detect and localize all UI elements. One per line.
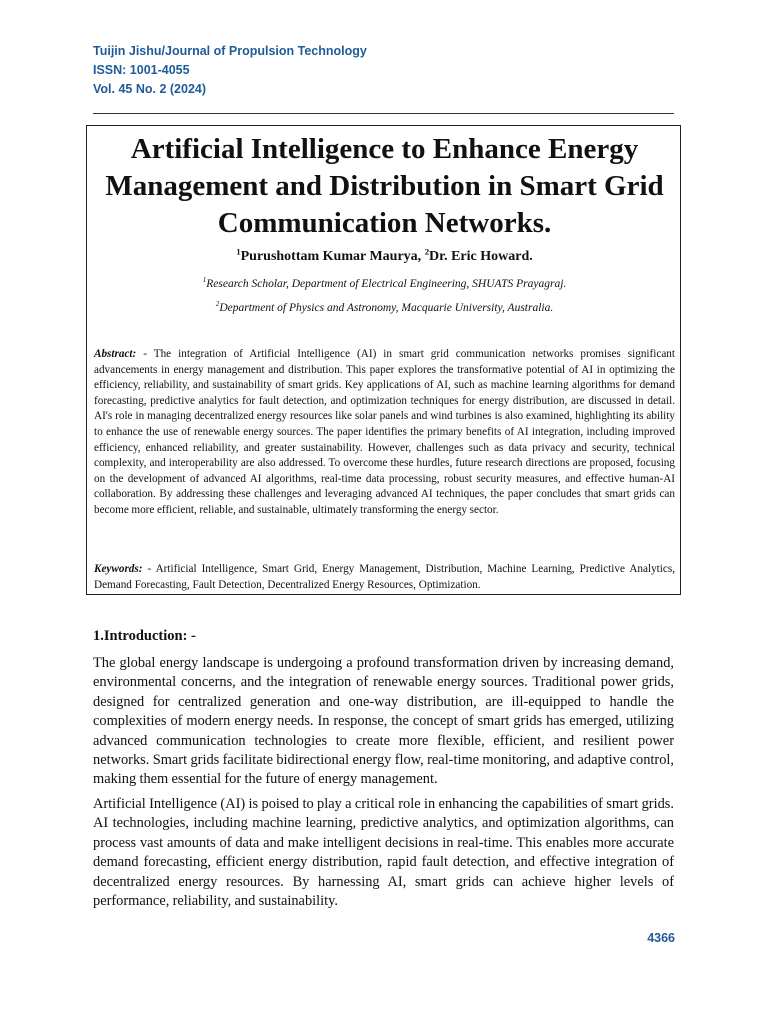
affiliation-1-text: Research Scholar, Department of Electrical Engineering, SHUATS Prayagraj. [206, 278, 567, 290]
header-divider [93, 113, 674, 114]
title-abstract-box [86, 125, 681, 595]
journal-issn: ISSN: 1001-4055 [93, 63, 190, 77]
affiliation-2 [87, 301, 682, 315]
author-2-superscript: 2 [424, 246, 430, 257]
body-paragraph-2: Artificial Intelligence (AI) is poised to play a critical role in enhancing the capabilities of smart grids. AI technologies, including machine learning, predictive analytics, and optimization algorithms, can process vast amounts of data and make intelligent decisions in real-time. This enables more accurate demand forecasting, efficient energy distribution, rapid fault detection, and effective integration of decentralized energy resources. By harnessing AI, smart grids can achieve higher levels of performance, reliability, and sustainability. [93, 796, 674, 910]
body-paragraph-1: The global energy landscape is undergoing a profound transformation driven by increasing demand, environmental concerns, and the integration of renewable energy sources. Traditional power grids, designed for centralized generation and one-way distribution, are ill-equipped to handle the complexities of modern energy needs. In response, the concept of smart grids has emerged, utilizing advanced communication technologies to create more flexible, efficient, and resilient power networks. Smart grids facilitate bidirectional energy flow, real-time monitoring, and adaptive control, making them essential for the future of energy management. [93, 655, 674, 788]
author-1-name: Purushottam Kumar Maurya, [240, 249, 422, 264]
author-1-superscript: 1 [236, 246, 241, 257]
author-list [87, 248, 682, 266]
page-number: 4366 [647, 931, 675, 945]
journal-name: Tuijin Jishu/Journal of Propulsion Technology [93, 44, 367, 58]
keywords-label: Keywords: [94, 563, 143, 575]
affiliation-2-superscript: 2 [215, 300, 220, 309]
affiliation-1-superscript: 1 [202, 276, 207, 285]
affiliation-1 [87, 277, 682, 291]
journal-volume: Vol. 45 No. 2 (2024) [93, 82, 207, 96]
abstract-text: - The integration of Artificial Intelligence (AI) in smart grid communication networks promises significant advancements in energy management and distribution. This paper explores the transformative potential of AI in optimizing the efficiency, reliability, and sustainability of smart grids. Key applications of AI, such as machine learning algorithms for demand forecasting, predictive analytics for fault detection, and optimization techniques for energy distribution, are discussed in detail. AI's role in managing decentralized energy resources like solar panels and wind turbines is also examined, highlighting its ability to enhance the use of renewable energy sources. The paper identifies the primary benefits of AI integration, including improved efficiency, enhanced reliability, and greater sustainability. However, challenges such as data privacy and security, technical complexity, and interoperability are also addressed. To overcome these hurdles, future research directions are proposed, focusing on the development of advanced AI algorithms, real-time data processing, robust security measures, and effective human-AI collaboration. By addressing these challenges and leveraging advanced AI techniques, the paper concludes that smart grids can become more efficient, reliable, and sustainable, ultimately transforming the energy sector. [94, 348, 675, 516]
abstract [94, 347, 675, 519]
paper-title: Artificial Intelligence to Enhance Energy Management and Distribution in Smart Grid Communication Networks. [105, 133, 664, 239]
author-2-name: Dr. Eric Howard. [429, 249, 533, 264]
abstract-label: Abstract: [94, 348, 137, 360]
affiliation-2-text: Department of Physics and Astronomy, Macquarie University, Australia. [219, 302, 554, 314]
journal-header [93, 42, 367, 99]
section-heading-introduction: 1.Introduction: - [93, 628, 196, 644]
keywords [94, 562, 675, 593]
keywords-text: - Artificial Intelligence, Smart Grid, Energy Management, Distribution, Machine Learning, Predictive Analytics, Demand Forecasting, Fault Detection, Decentralized Energy Resources, Optimization. [94, 563, 675, 591]
